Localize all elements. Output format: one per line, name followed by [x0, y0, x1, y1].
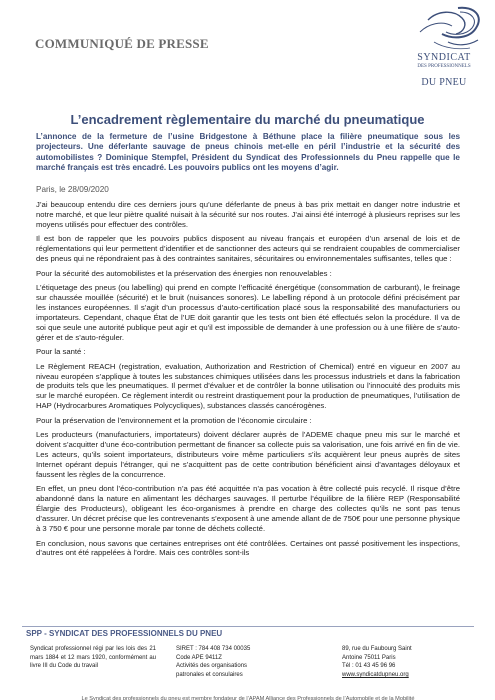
- swirl-logo-icon: [398, 2, 490, 54]
- footer-columns: [22, 645, 474, 679]
- footer-phone: Tél : 01 43 45 96 96: [342, 663, 396, 670]
- paragraph: Les producteurs (manufacturiers, importateurs) doivent déclarer auprès de l’ADEME chaque pneu mis sur le marché et doivent s’acquitter d’une éco-contribution permettant de financer sa collecte puis sa valorisation, une fois arrivé en fin de vie. Les acteurs, qu’ils soient importateurs, distributeurs voire même particuliers s’ils acquièrent leur pneus auprès de sites Internet opérant depuis l’étranger, qui ne s’acquittent pas de cette contribution bénéficient ainsi d’avantages déloyaux et faussent les règles de la concurrence.: [36, 430, 460, 479]
- logo-line-professionnels: DES PROFESSIONNELS: [417, 64, 471, 69]
- syndicat-logo: [398, 2, 490, 92]
- section-heading: Pour la sécurité des automobilistes et la préservation des énergies non renouvelables :: [36, 268, 332, 278]
- intro-paragraph: L’annonce de la fermeture de l’usine Bridgestone à Béthune place la filière pneumatique sous les projecteurs. Une déferlante sauvage de pneus chinois met-elle en péril l’industrie et la sécurité des automobilistes ? Dominique Stempfel, Président du Syndicat des Professionnels du Pneu rappelle que le marché français est très encadré. Les pouvoirs publics ont les moyens d’agir.: [36, 132, 460, 173]
- footer-website-link[interactable]: www.syndicatdupneu.org: [342, 671, 409, 678]
- body-text: [36, 200, 460, 563]
- section-heading: Pour la santé :: [36, 347, 86, 357]
- footer: [22, 626, 474, 700]
- footer-note: Le Syndicat des professionnels du pneu est membre fondateur de l’APAM Alliance des Professionnels de l’Automobile et de la Mobilité: [81, 696, 415, 700]
- footer-address: Antoine 75011 Paris: [342, 654, 396, 661]
- footer-activity: patronales et consulaires: [176, 671, 243, 678]
- footer-legal-text: Syndicat professionnel régi par les lois des 21 mars 1884 et 12 mars 1920, conformément au livre III du Code du travail: [30, 646, 156, 670]
- paragraph: J’ai beaucoup entendu dire ces derniers jours qu’une déferlante de pneus à bas prix mettait en danger notre industrie et notre marché, et que leur piètre qualité nuisait à la sécurité sur nos routes. J’ai ainsi été interrogé à plusieurs reprises sur les moyens utilisés pour effectuer des contrôles.: [36, 200, 460, 229]
- paragraph: En effet, un pneu dont l’éco-contribution n’a pas été acquittée n’a pas vocation à être collecté puis recyclé. Il risque d’être abandonné dans la nature en alimentant les décharges sauvages. Il perturbe l’équilibre de la filière REP (Responsabilité Élargie des Producteurs), obligeant les éco-organismes à prendre en charge des collectes qu’ils ne sont pas tenus d’assurer. Un décret précise que les contrevenants s’exposent à une amende allant de de 750€ pour une personne physique à 3 750 € pour une personne morale par tonne de déchets collecté.: [36, 484, 460, 534]
- footer-contact: [312, 645, 462, 679]
- footer-ape-code: Code APE 9411Z: [176, 654, 222, 661]
- section-heading: Pour la préservation de l’environnement et la promotion de l’économie circulaire :: [36, 415, 312, 425]
- header: [0, 0, 495, 90]
- paragraph: L’étiquetage des pneus (ou labelling) qui prend en compte l’efficacité énergétique (consommation de carburant), le freinage sur chaussée mouillée (sécurité) et le bruit (nuisances sonores). Le labelling répond à un protocole défini précisément par les instances européennes. Il s’agit d’un processus d’auto-certification placé sous la responsabilité des manufacturiers ou importateurs. Cependant, chaque État de l’UE doit garantir que les tests ont bien été effectués selon la procédure. Il va de soi que seule une autorité publique peut agir et qu’il est impossible de demander à une profession ou à une filière de s’auto-gérer et de s’auto-réguler.: [36, 283, 460, 342]
- footer-siret: SIRET : 784 408 734 00035: [176, 646, 251, 652]
- document-type: COMMUNIQUÉ DE PRESSE: [35, 36, 209, 51]
- paragraph: Le Règlement REACH (registration, evaluation, Authorization and Restriction of Chemical) entré en vigueur en 2007 au niveau européen s’applique à toutes les substances chimiques utilisées dans les processus industriels et dans la fabrication de produits tels que les pneumatiques. Il permet d’évaluer et de contrôler la bonne utilisation ou l’innocuité des produits mis sur le marché européen. Ce règlement interdit ou restreint drastiquement pour la production de pneumatiques, l’utilisation de HAP (Hydrocarbures Aromatiques Polycycliques), substances classés cancérogènes.: [36, 361, 460, 411]
- footer-registration: [162, 645, 312, 679]
- paragraph: Il est bon de rappeler que les pouvoirs publics disposent au niveau français et européen d’un arsenal de lois et de réglementations qui leur permettent d’identifier et de sanctionner des acteurs qui se rendraient coupables de commercialiser des pneus qui ne répondraient pas à des contraintes sanitaires, sécuritaires ou environnementales suffisantes, telles que :: [36, 234, 460, 264]
- page-title: L’encadrement règlementaire du marché du pneumatique: [70, 112, 425, 127]
- paragraph: En conclusion, nous savons que certaines entreprises ont été contrôlées. Certaines ont passé positivement les inspections, d’autres ont été rappelées à l’ordre. Mais ces contrôles sont-ils: [36, 538, 460, 558]
- logo-line-syndicat: SYNDICAT: [417, 52, 471, 63]
- logo-line-pneu: DU PNEU: [421, 77, 467, 88]
- footer-title: SPP - SYNDICAT DES PROFESSIONNELS DU PNEU: [22, 626, 474, 640]
- release-date: Paris, le 28/09/2020: [36, 185, 109, 194]
- footer-address: 89, rue du Faubourg Saint: [342, 646, 412, 652]
- footer-activity: Activités des organisations: [176, 663, 248, 670]
